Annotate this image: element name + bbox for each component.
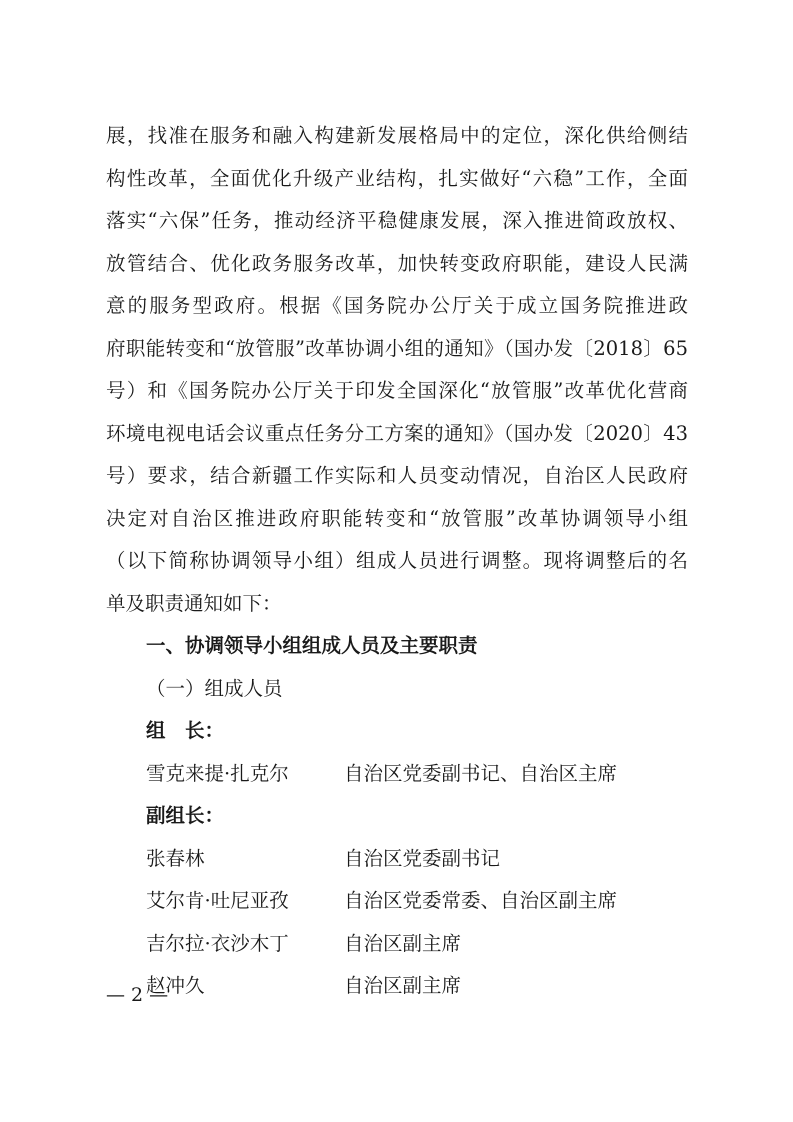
member-title: 自治区副主席 [344,974,462,997]
member-name: 赵冲久 [146,974,205,997]
body-line: 决定对自治区推进政府职能转变和“放管服”改革协调领导小组 [106,507,688,530]
page-number: — 2 — [106,984,169,1006]
body-line: （以下简称协调领导小组）组成人员进行调整。现将调整后的名 [106,549,688,572]
body-line: 放管结合、优化政务服务改革，加快转变政府职能，建设人民满 [106,252,688,275]
member-row-deputy [146,971,706,1001]
member-row-deputy [146,844,706,874]
member-title: 自治区党委副书记 [344,847,501,870]
member-row-deputy [146,929,706,959]
leader-label: 组 长： [146,719,225,742]
member-name: 张春林 [146,847,205,870]
member-name: 艾尔肯·吐尼亚孜 [146,889,289,912]
member-row-deputy [146,886,706,916]
body-line: 展，找准在服务和融入构建新发展格局中的定位，深化供给侧结 [106,124,688,147]
body-line: 单及职责通知如下： [106,592,282,615]
body-line: 环境电视电话会议重点任务分工方案的通知》（国办发〔2020〕43 [106,422,688,445]
member-title: 自治区党委副书记、自治区主席 [344,762,618,785]
subsection-heading: （一）组成人员 [146,677,283,700]
body-line: 号）和《国务院办公厅关于印发全国深化“放管服”改革优化营商 [106,379,688,402]
body-line: 府职能转变和“放管服”改革协调小组的通知》（国办发〔2018〕65 [106,337,688,360]
body-line: 号）要求，结合新疆工作实际和人员变动情况，自治区人民政府 [106,464,688,487]
member-name: 雪克来提·扎克尔 [146,762,289,785]
member-name: 吉尔拉·衣沙木丁 [146,932,289,955]
deputy-label: 副组长： [146,804,225,827]
member-row-leader [146,759,706,789]
body-line: 构性改革，全面优化升级产业结构，扎实做好“六稳”工作，全面 [106,167,688,190]
member-title: 自治区副主席 [344,932,462,955]
section-heading: 一、协调领导小组组成人员及主要职责 [146,634,478,657]
member-title: 自治区党委常委、自治区副主席 [344,889,618,912]
body-line: 落实“六保”任务，推动经济平稳健康发展，深入推进简政放权、 [106,209,688,232]
body-line: 意的服务型政府。根据《国务院办公厅关于成立国务院推进政 [106,294,688,317]
